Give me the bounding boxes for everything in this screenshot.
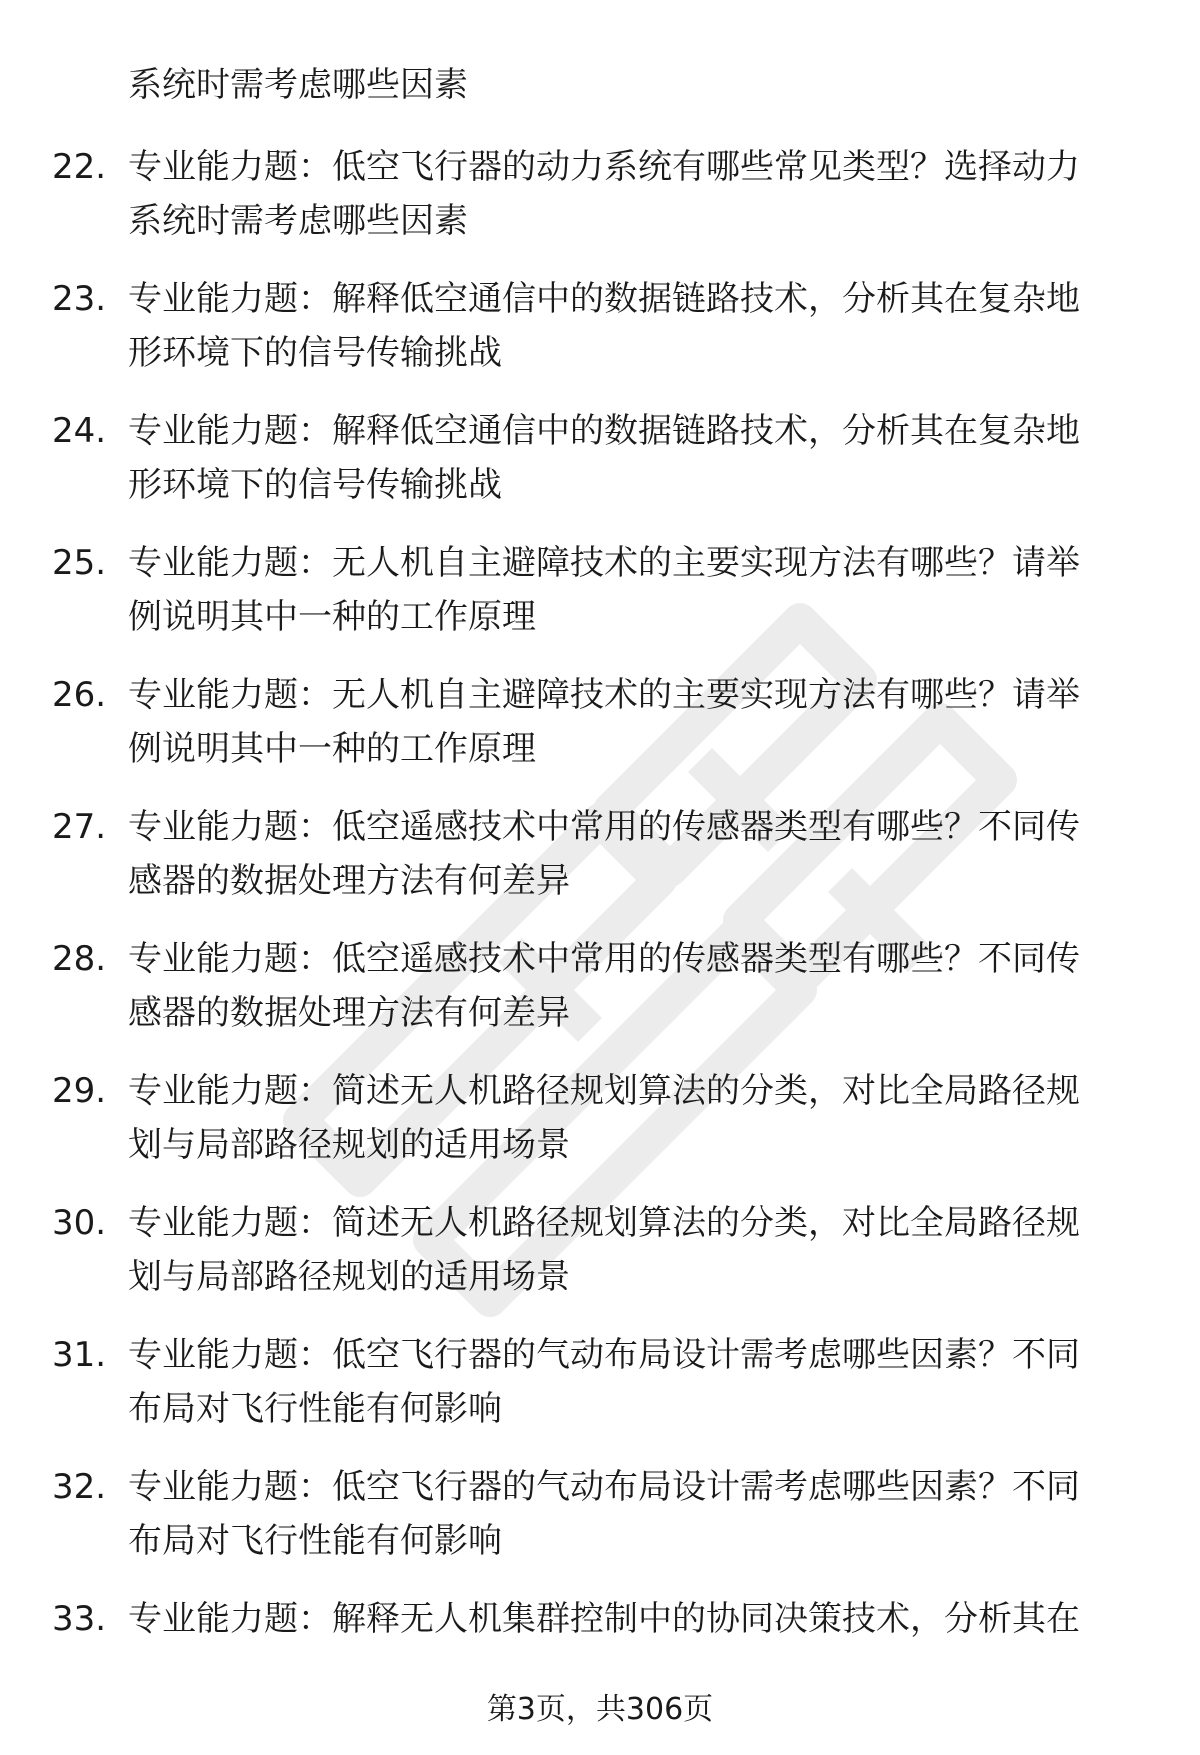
- question-text-line: 划与局部路径规划的适用场景: [128, 1125, 570, 1165]
- question-text-line: 布局对飞行性能有何影响: [128, 1521, 502, 1561]
- question-number: 23.: [52, 279, 107, 319]
- question-text-line: 例说明其中一种的工作原理: [128, 597, 536, 637]
- question-number: 22.: [52, 147, 107, 187]
- question-text-line: 布局对飞行性能有何影响: [128, 1389, 502, 1429]
- page-number-footer: 第3页，共306页: [486, 1692, 714, 1727]
- question-text-line: 专业能力题：解释无人机集群控制中的协同决策技术，分析其在: [128, 1599, 1080, 1639]
- question-text-line: 专业能力题：简述无人机路径规划算法的分类，对比全局路径规: [128, 1203, 1080, 1243]
- list-item: [0, 1328, 1200, 1436]
- continued-question-text: 系统时需考虑哪些因素: [128, 65, 468, 105]
- list-item: [0, 1592, 1200, 1700]
- question-text-line: 专业能力题：低空遥感技术中常用的传感器类型有哪些？不同传: [128, 939, 1080, 979]
- list-item: [0, 932, 1200, 1040]
- list-item: [0, 800, 1200, 908]
- question-number: 26.: [52, 675, 107, 715]
- question-text-line: 专业能力题：低空飞行器的气动布局设计需考虑哪些因素？不同: [128, 1335, 1080, 1375]
- question-text-line: 专业能力题：无人机自主避障技术的主要实现方法有哪些？请举: [128, 543, 1080, 583]
- question-number: 30.: [52, 1203, 107, 1243]
- question-text-line: 感器的数据处理方法有何差异: [128, 861, 570, 901]
- question-text-line: 专业能力题：无人机自主避障技术的主要实现方法有哪些？请举: [128, 675, 1080, 715]
- list-item: [0, 668, 1200, 776]
- question-text-line: 划与局部路径规划的适用场景: [128, 1257, 570, 1297]
- list-item: [0, 1064, 1200, 1172]
- list-item: [0, 404, 1200, 512]
- question-text-line: 形环境下的信号传输挑战: [128, 333, 502, 373]
- question-text-line: 专业能力题：解释低空通信中的数据链路技术，分析其在复杂地: [128, 279, 1080, 319]
- list-item: [0, 272, 1200, 380]
- question-number: 28.: [52, 939, 107, 979]
- question-number: 24.: [52, 411, 107, 451]
- question-number: 31.: [52, 1335, 107, 1375]
- list-item: [0, 1196, 1200, 1304]
- question-number: 32.: [52, 1467, 107, 1507]
- question-text-line: 系统时需考虑哪些因素: [128, 201, 468, 241]
- question-text-line: 专业能力题：低空飞行器的气动布局设计需考虑哪些因素？不同: [128, 1467, 1080, 1507]
- question-text-line: 专业能力题：低空遥感技术中常用的传感器类型有哪些？不同传: [128, 807, 1080, 847]
- question-text-line: 感器的数据处理方法有何差异: [128, 993, 570, 1033]
- question-number: 33.: [52, 1599, 107, 1639]
- list-item: [0, 140, 1200, 248]
- question-number: 29.: [52, 1071, 107, 1111]
- list-item: [0, 536, 1200, 644]
- question-number: 25.: [52, 543, 107, 583]
- question-text-line: 形环境下的信号传输挑战: [128, 465, 502, 505]
- question-text-line: 专业能力题：低空飞行器的动力系统有哪些常见类型？选择动力: [128, 147, 1080, 187]
- list-item: [0, 1460, 1200, 1568]
- question-text-line: 专业能力题：解释低空通信中的数据链路技术，分析其在复杂地: [128, 411, 1080, 451]
- question-list: [0, 140, 1200, 1724]
- question-text-line: 专业能力题：简述无人机路径规划算法的分类，对比全局路径规: [128, 1071, 1080, 1111]
- question-number: 27.: [52, 807, 107, 847]
- question-text-line: 例说明其中一种的工作原理: [128, 729, 536, 769]
